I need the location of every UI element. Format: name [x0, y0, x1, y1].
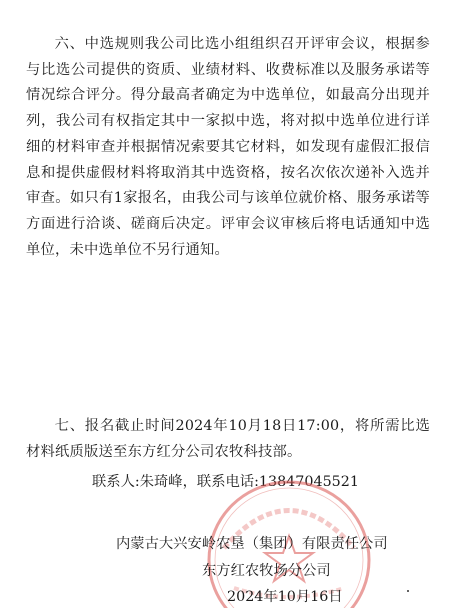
contact-line: 联系人:朱琦峰，联系电话:13847045521 — [92, 474, 359, 490]
signature-company: 内蒙古大兴安岭农垦（集团）有限责任公司 — [116, 536, 388, 552]
stray-dot — [407, 590, 409, 592]
signature-date: 2024年10月16日 — [227, 589, 343, 605]
signature-branch: 东方红农牧场分公司 — [202, 563, 331, 579]
section-six-paragraph: 六、中选规则我公司比选小组组织召开评审会议，根据参与比选公司提供的资质、业绩材料、收费标准以及服务承诺等情况综合评分。得分最高者确定为中选单位，如最高分出现并列，我公司有权指定其中一家拟中选，将对拟中选单位进行详细的材料审查并根据情况索要其它材料，如发现有虚假汇报信息和提供虚假材料将取消其中选资格，按名次依次递补入选并审查。如只有1家报名，由我公司与该单位就价格、服务承诺等方面进行洽谈、磋商后决定。评审会议审核后将电话通知中选单位，未中选单位不另行通知。 — [26, 36, 430, 258]
section-seven-paragraph: 七、报名截止时间2024年10月18日17:00，将所需比选材料纸质版送至东方红分公司农牧科技部。 — [26, 418, 430, 460]
